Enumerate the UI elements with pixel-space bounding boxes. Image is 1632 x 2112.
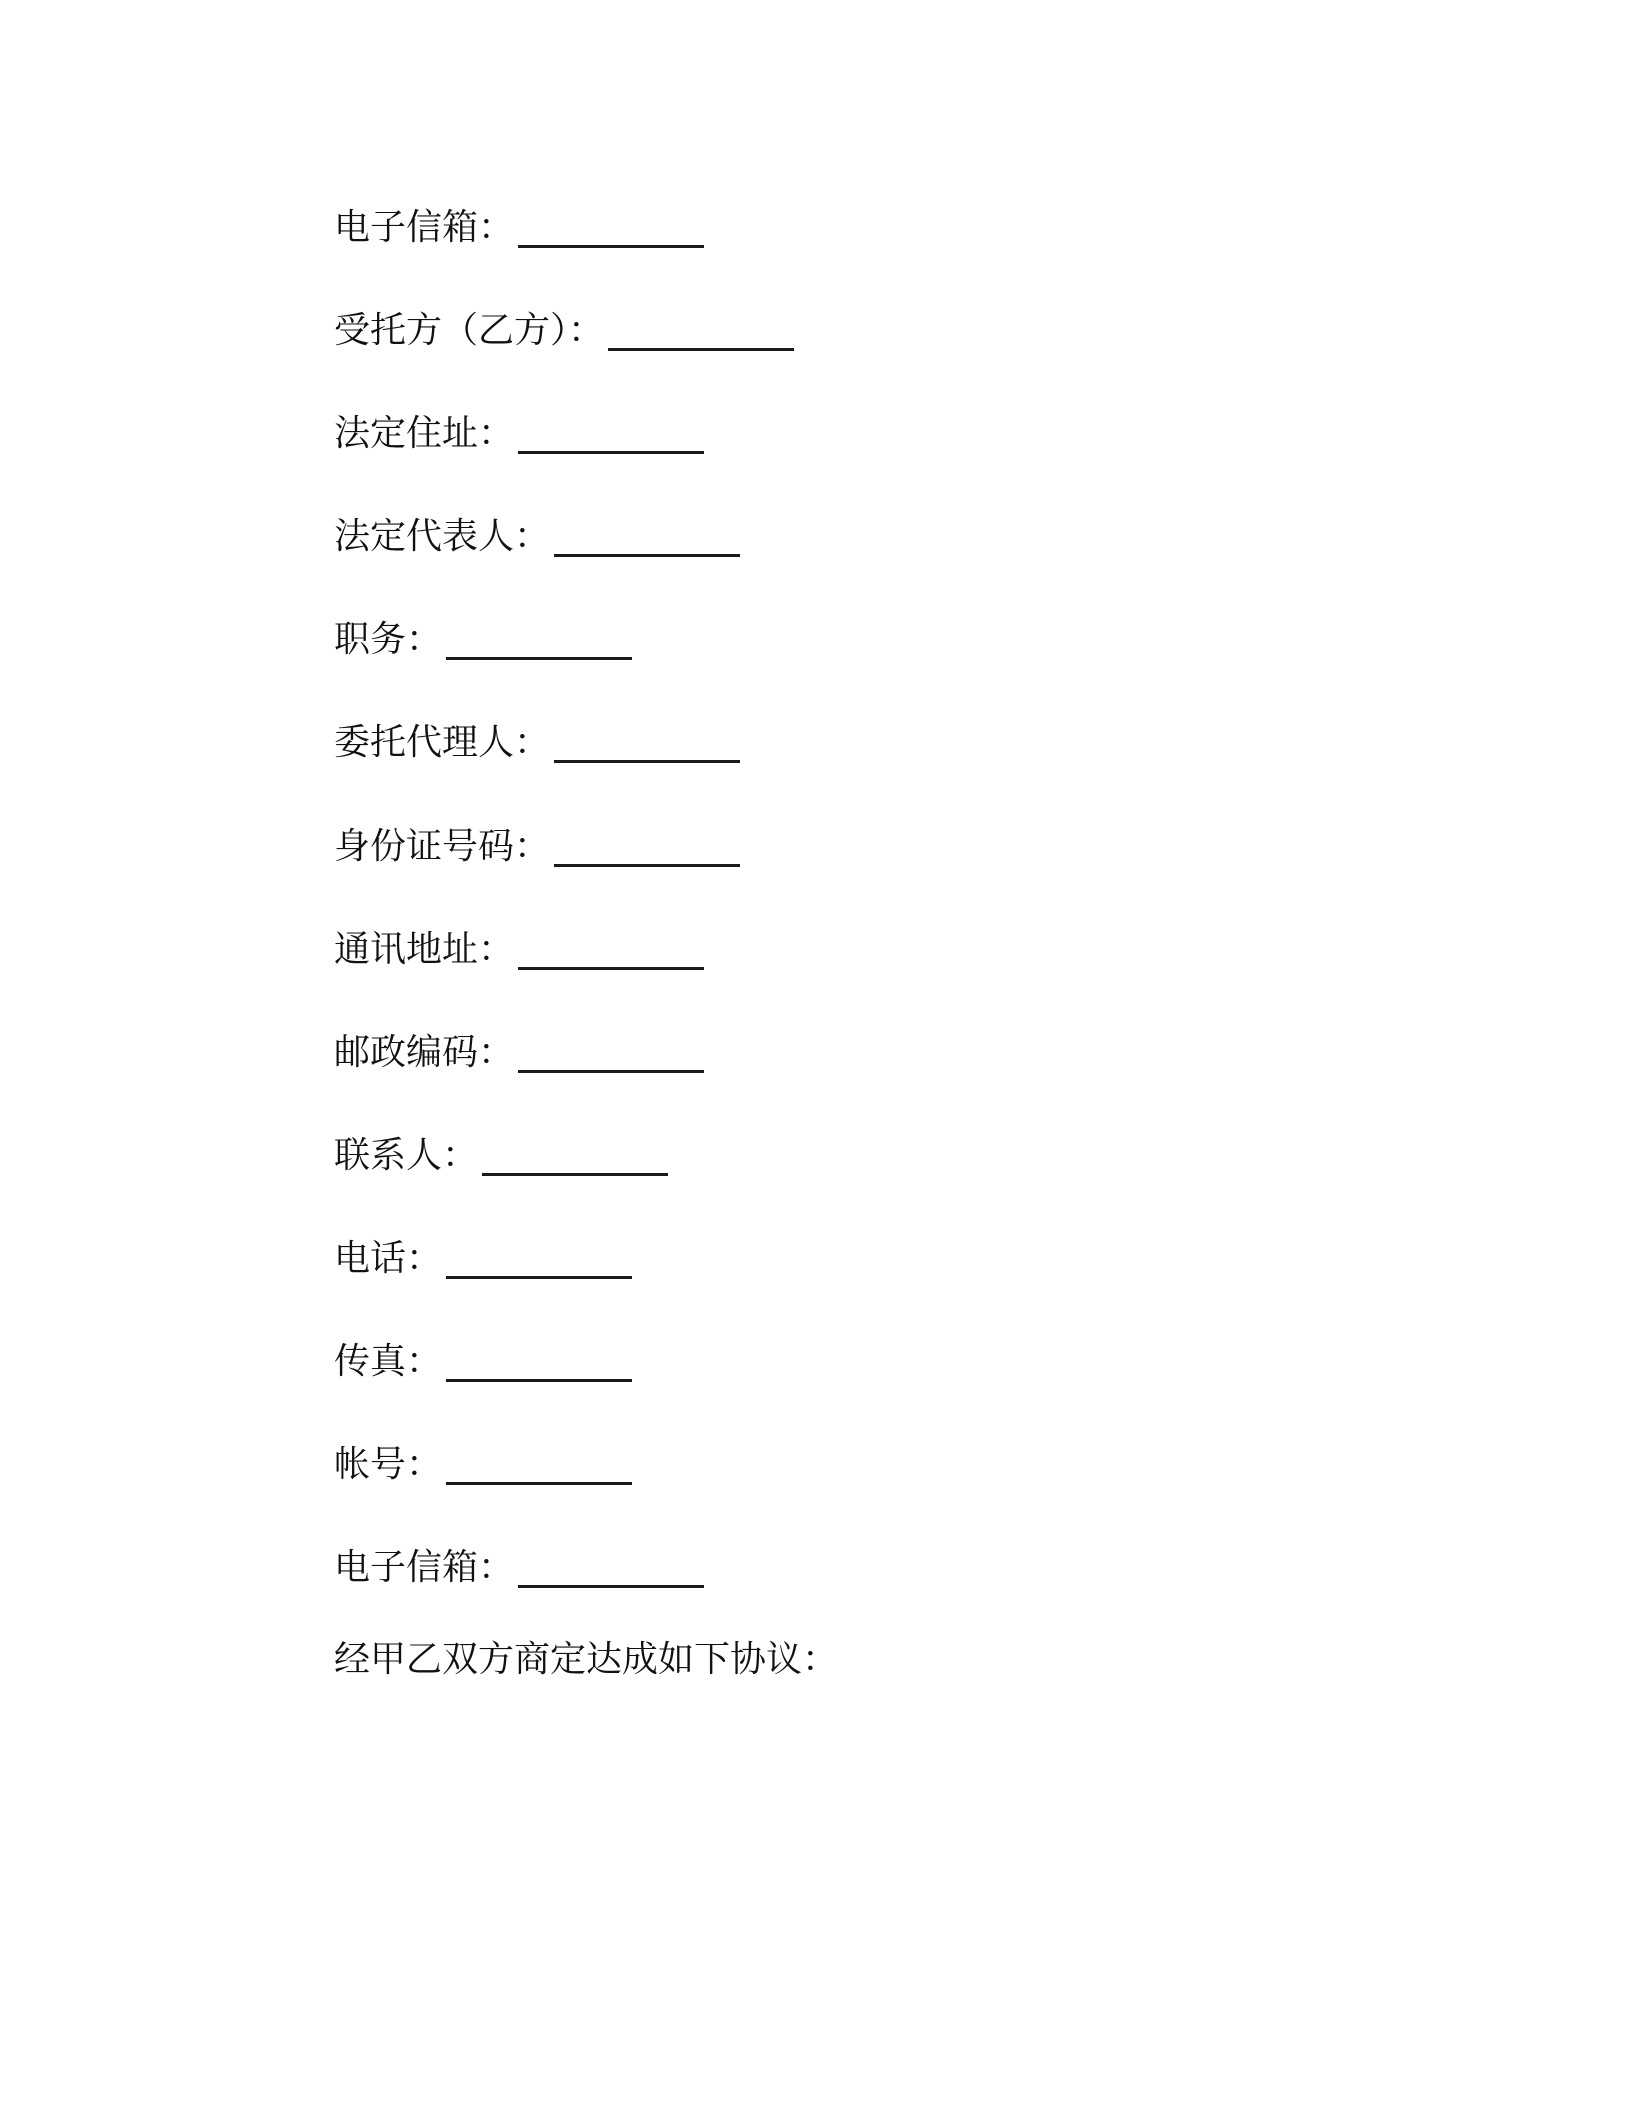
field-label: 电子信箱： <box>334 1547 515 1588</box>
blank-line[interactable] <box>446 617 632 660</box>
field-legal-representative <box>334 497 740 561</box>
field-id-number <box>334 807 740 871</box>
field-label: 身份证号码： <box>334 826 551 867</box>
blank-line[interactable] <box>518 411 704 454</box>
field-legal-address <box>334 394 704 458</box>
field-label: 法定住址： <box>334 413 515 454</box>
blank-line[interactable] <box>446 1236 632 1279</box>
field-email-bottom <box>334 1528 704 1592</box>
blank-line[interactable] <box>482 1133 668 1176</box>
field-agent <box>334 703 740 767</box>
field-postal-code <box>334 1013 704 1077</box>
field-label: 职务： <box>334 619 443 660</box>
field-fax <box>334 1322 632 1386</box>
field-label: 帐号： <box>334 1444 443 1485</box>
blank-line[interactable] <box>518 205 704 248</box>
blank-line[interactable] <box>446 1339 632 1382</box>
field-label: 电话： <box>334 1238 443 1279</box>
field-label: 受托方（乙方）： <box>334 310 605 351</box>
field-phone <box>334 1219 632 1283</box>
field-email-top <box>334 188 704 252</box>
blank-line[interactable] <box>554 514 740 557</box>
field-label: 电子信箱： <box>334 207 515 248</box>
field-label: 传真： <box>334 1341 443 1382</box>
blank-line[interactable] <box>608 308 794 351</box>
field-position <box>334 600 632 664</box>
blank-line[interactable] <box>518 1030 704 1073</box>
blank-line[interactable] <box>554 824 740 867</box>
agreement-intro-text: 经甲乙双方商定达成如下协议： <box>334 1639 839 1680</box>
blank-line[interactable] <box>446 1442 632 1485</box>
field-contact-person <box>334 1116 668 1180</box>
field-mailing-address <box>334 910 704 974</box>
field-label: 委托代理人： <box>334 722 551 763</box>
field-label: 邮政编码： <box>334 1032 515 1073</box>
field-label: 法定代表人： <box>334 516 551 557</box>
blank-line[interactable] <box>518 1545 704 1588</box>
field-trustee <box>334 291 794 355</box>
field-label: 通讯地址： <box>334 929 515 970</box>
field-label: 联系人： <box>334 1135 479 1176</box>
blank-line[interactable] <box>554 720 740 763</box>
field-account-number <box>334 1425 632 1489</box>
blank-line[interactable] <box>518 927 704 970</box>
